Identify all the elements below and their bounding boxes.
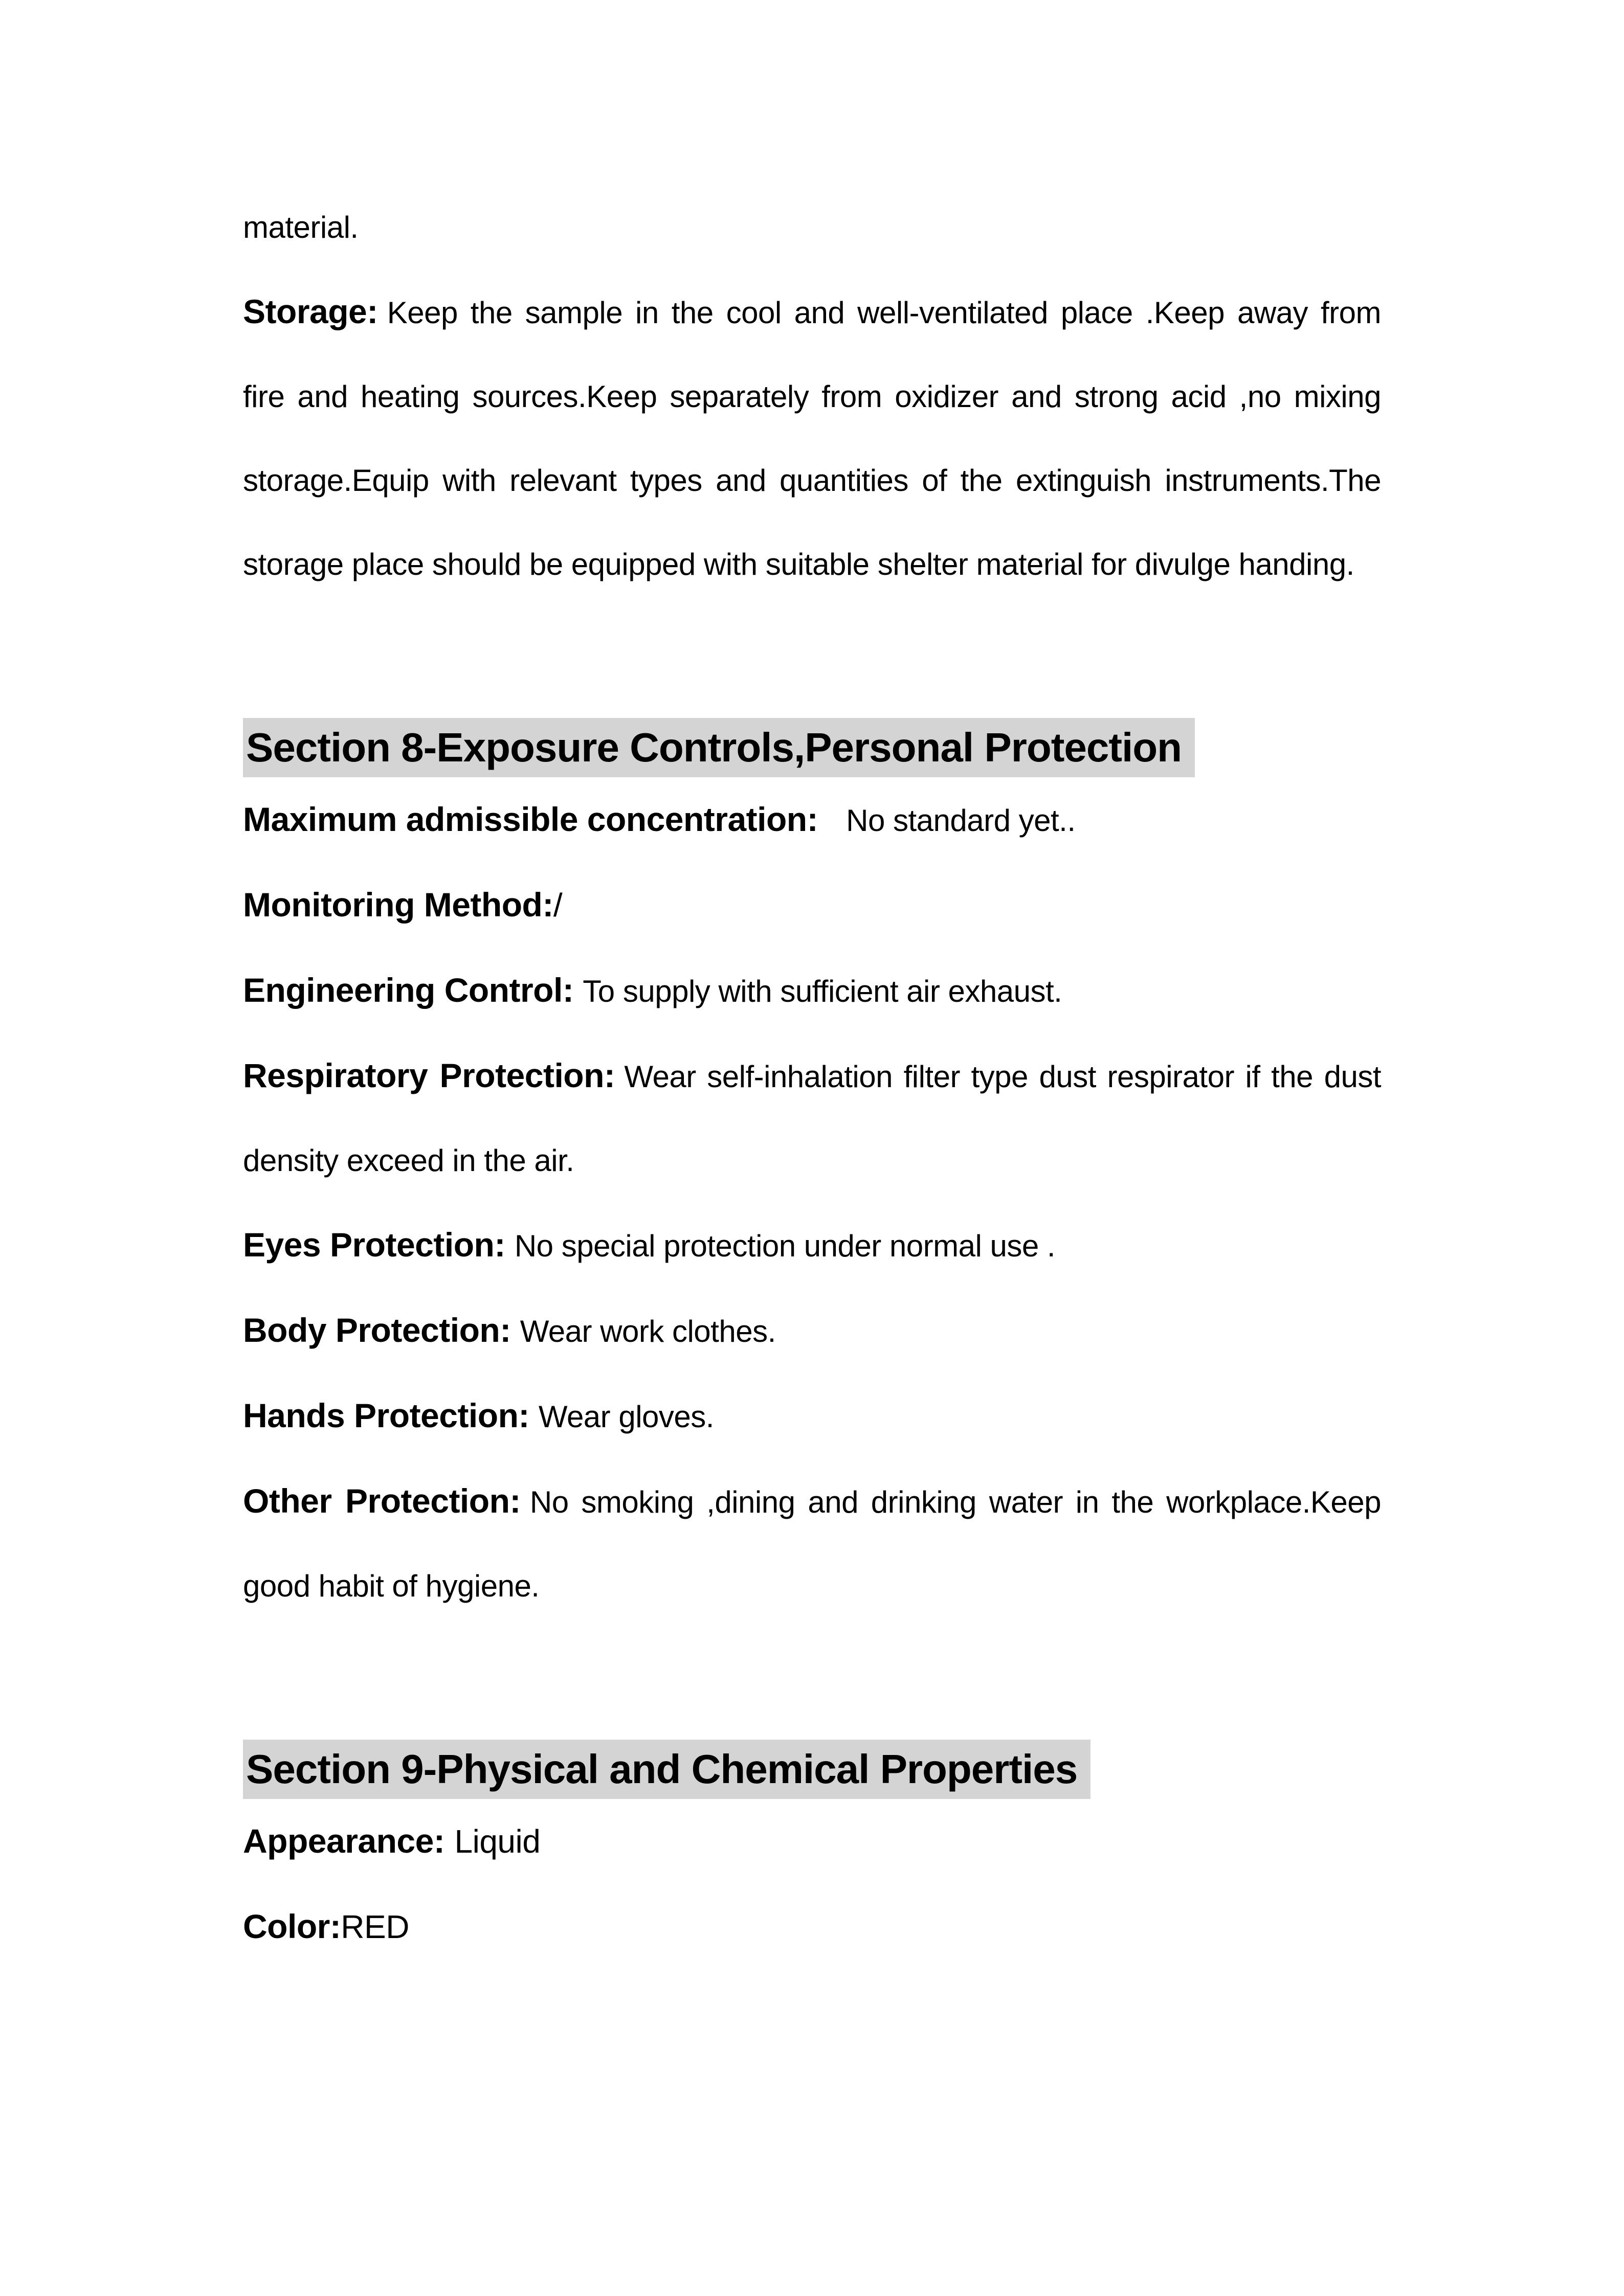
section-9-heading-text: Section 9-Physical and Chemical Properties [243, 1740, 1091, 1799]
item-label: Color: [243, 1907, 341, 1945]
item-label: Body Protection: [243, 1311, 511, 1349]
section-8-heading-text: Section 8-Exposure Controls,Personal Protection [243, 718, 1195, 777]
storage-text: Keep the sample in the cool and well-ventilated place .Keep away from fire and heating sources.Keep separately from oxidizer and strong acid ,no mixing storage.Equip with relevant types and quantities of the extinguish instruments.The storage place should be equipped with suitable shelter material for divulge handing. [243, 296, 1381, 581]
item-other-protection [243, 1459, 1381, 1628]
item-value: Wear self-inhalation filter type dust respirator if the dust density exceed in the air. [243, 1060, 1382, 1178]
item-appearance [243, 1799, 1381, 1884]
item-value: Wear work clothes. [520, 1314, 776, 1348]
paragraph-continuation [243, 186, 1381, 269]
item-value: No special protection under normal use . [514, 1229, 1056, 1263]
item-value: / [553, 887, 563, 924]
continuation-text: material. [243, 210, 359, 244]
item-respiratory-protection [243, 1033, 1381, 1203]
item-label: Engineering Control: [243, 971, 574, 1009]
item-value: Wear gloves. [538, 1400, 714, 1434]
storage-label: Storage: [243, 292, 378, 330]
item-value: RED [341, 1908, 409, 1945]
item-label: Monitoring Method: [243, 886, 553, 924]
item-hands-protection [243, 1374, 1381, 1459]
item-label: Other Protection: [243, 1482, 521, 1520]
item-value: Liquid [454, 1823, 541, 1860]
item-value: To supply with sufficient air exhaust. [583, 974, 1062, 1008]
item-label: Maximum admissible concentration: [243, 800, 818, 838]
section-8-heading [243, 718, 1381, 777]
item-color [243, 1884, 1381, 1970]
item-label: Respiratory Protection: [243, 1056, 615, 1094]
item-body-protection [243, 1288, 1381, 1374]
storage-paragraph [243, 269, 1381, 606]
item-engineering-control [243, 948, 1381, 1033]
item-label: Appearance: [243, 1822, 445, 1860]
item-maximum-admissible-concentration [243, 777, 1381, 863]
item-eyes-protection [243, 1203, 1381, 1288]
item-label: Hands Protection: [243, 1397, 529, 1434]
item-value: No standard yet.. [846, 803, 1076, 838]
item-label: Eyes Protection: [243, 1226, 505, 1264]
section-9-heading [243, 1740, 1381, 1799]
item-value: No smoking ,dining and drinking water in the workplace.Keep good habit of hygiene. [243, 1485, 1381, 1603]
item-monitoring-method [243, 863, 1381, 948]
